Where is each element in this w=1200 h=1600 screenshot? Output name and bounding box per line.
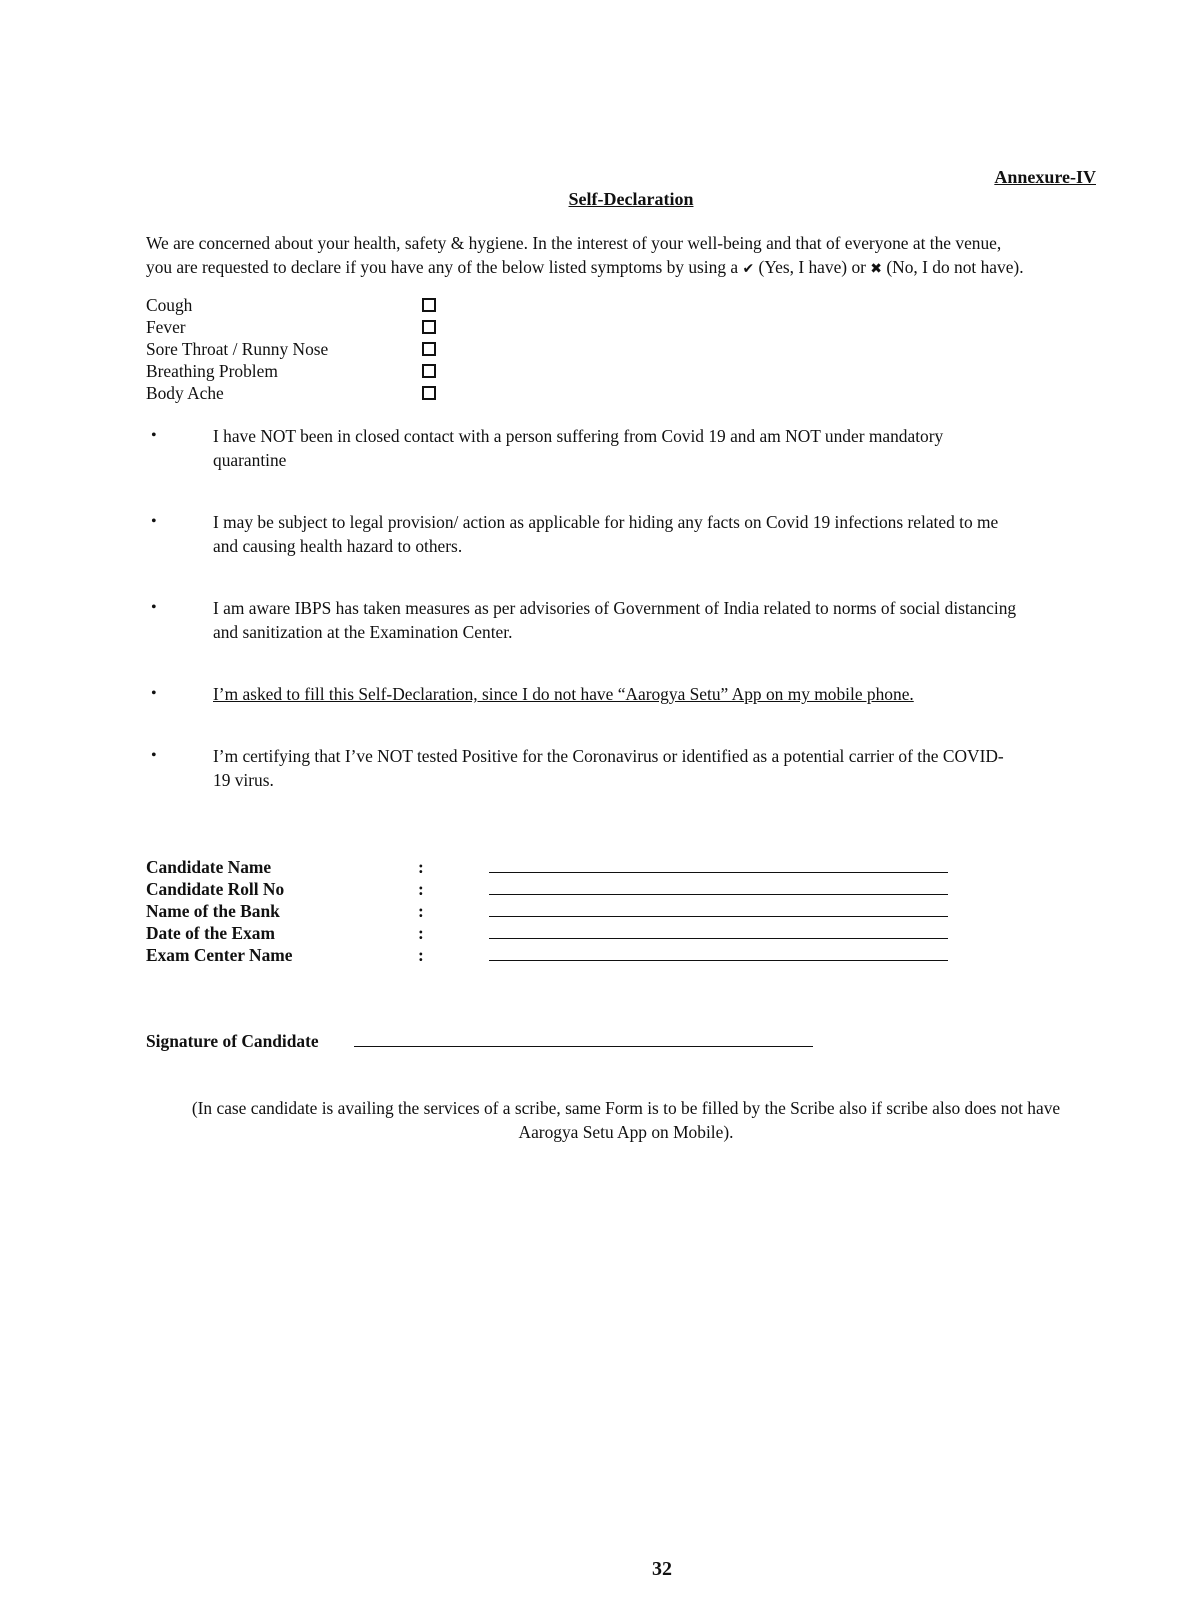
field-row-roll-no <box>146 878 966 900</box>
declaration-text <box>213 596 1093 644</box>
symptom-checkbox-sore-throat[interactable] <box>422 342 436 356</box>
field-colon: : <box>418 857 424 877</box>
declaration-line: I’m certifying that I’ve NOT tested Positive for the Coronavirus or identified as a potential carrier of the COVID- <box>213 746 1004 766</box>
declaration-line: quarantine <box>213 450 287 470</box>
declaration-line: I’m asked to fill this Self-Declaration, since I do not have “Aarogya Setu” App on my mobile phone. <box>213 684 914 704</box>
signature-section <box>146 1030 846 1052</box>
bullet-icon: • <box>151 513 157 530</box>
candidate-name-field[interactable] <box>489 872 948 873</box>
symptom-label: Fever <box>146 317 186 337</box>
symptom-checkbox-body-ache[interactable] <box>422 386 436 400</box>
intro-paragraph <box>146 231 1100 281</box>
intro-line-2-end: (No, I do not have). <box>886 257 1024 277</box>
field-row-bank-name <box>146 900 966 922</box>
scribe-note-line: Aarogya Setu App on Mobile). <box>518 1122 734 1142</box>
declaration-line: and causing health hazard to others. <box>213 536 463 556</box>
field-row-exam-center <box>146 944 966 966</box>
field-label: Candidate Name <box>146 857 272 877</box>
declaration-line: I may be subject to legal provision/ action as applicable for hiding any facts on Covid 19 infections related to me <box>213 512 999 532</box>
symptom-label: Cough <box>146 295 193 315</box>
field-colon: : <box>418 945 424 965</box>
roll-no-field[interactable] <box>489 894 948 895</box>
symptom-row-body-ache <box>146 382 446 404</box>
signature-label: Signature of Candidate <box>146 1031 319 1051</box>
exam-center-field[interactable] <box>489 960 948 961</box>
field-colon: : <box>418 879 424 899</box>
intro-line-2 <box>146 255 1100 281</box>
annexure-label: Annexure-IV <box>994 167 1096 187</box>
scribe-note-line: (In case candidate is availing the services of a scribe, same Form is to be filled by the Scribe also if scribe also does not have <box>191 1098 1061 1118</box>
bullet-icon: • <box>151 427 157 444</box>
declaration-text <box>213 510 1093 558</box>
bullet-icon: • <box>151 747 157 764</box>
scribe-note <box>146 1096 1106 1144</box>
symptom-row-sore-throat <box>146 338 446 360</box>
bank-name-field[interactable] <box>489 916 948 917</box>
symptom-checkbox-cough[interactable] <box>422 298 436 312</box>
field-row-candidate-name <box>146 856 966 878</box>
field-label: Name of the Bank <box>146 901 280 921</box>
page-number: 32 <box>652 1558 672 1580</box>
bullet-icon: • <box>151 685 157 702</box>
field-colon: : <box>418 901 424 921</box>
field-label: Candidate Roll No <box>146 879 285 899</box>
signature-field[interactable] <box>354 1046 813 1047</box>
field-row-exam-date <box>146 922 966 944</box>
intro-line-1: We are concerned about your health, safety & hygiene. In the interest of your well-being and that of everyone at the venue, <box>146 233 1002 253</box>
declaration-text <box>213 744 1093 792</box>
page-title: Self-Declaration <box>568 189 694 209</box>
field-label: Date of the Exam <box>146 923 275 943</box>
symptom-label: Sore Throat / Runny Nose <box>146 339 329 359</box>
field-label: Exam Center Name <box>146 945 293 965</box>
symptom-checklist <box>146 294 446 404</box>
exam-date-field[interactable] <box>489 938 948 939</box>
bullet-icon: • <box>151 599 157 616</box>
declaration-line: I am aware IBPS has taken measures as per advisories of Government of India related to norms of social distancing <box>213 598 1017 618</box>
symptom-checkbox-fever[interactable] <box>422 320 436 334</box>
cross-mark-icon: ✖ <box>870 261 883 277</box>
symptom-row-cough <box>146 294 446 316</box>
symptom-label: Breathing Problem <box>146 361 278 381</box>
check-mark-icon: ✔ <box>742 261 755 277</box>
field-colon: : <box>418 923 424 943</box>
declaration-text <box>213 424 1093 472</box>
intro-line-2-middle: (Yes, I have) or <box>758 257 866 277</box>
candidate-details-form <box>146 856 966 966</box>
symptom-label: Body Ache <box>146 383 224 403</box>
symptom-row-breathing-problem <box>146 360 446 382</box>
symptom-row-fever <box>146 316 446 338</box>
declaration-text <box>213 682 1093 706</box>
intro-line-2-start: you are requested to declare if you have any of the below listed symptoms by using a <box>146 257 739 277</box>
declaration-line: I have NOT been in closed contact with a person suffering from Covid 19 and am NOT under mandatory <box>213 426 944 446</box>
declaration-line: 19 virus. <box>213 770 274 790</box>
declaration-line: and sanitization at the Examination Center. <box>213 622 513 642</box>
symptom-checkbox-breathing-problem[interactable] <box>422 364 436 378</box>
